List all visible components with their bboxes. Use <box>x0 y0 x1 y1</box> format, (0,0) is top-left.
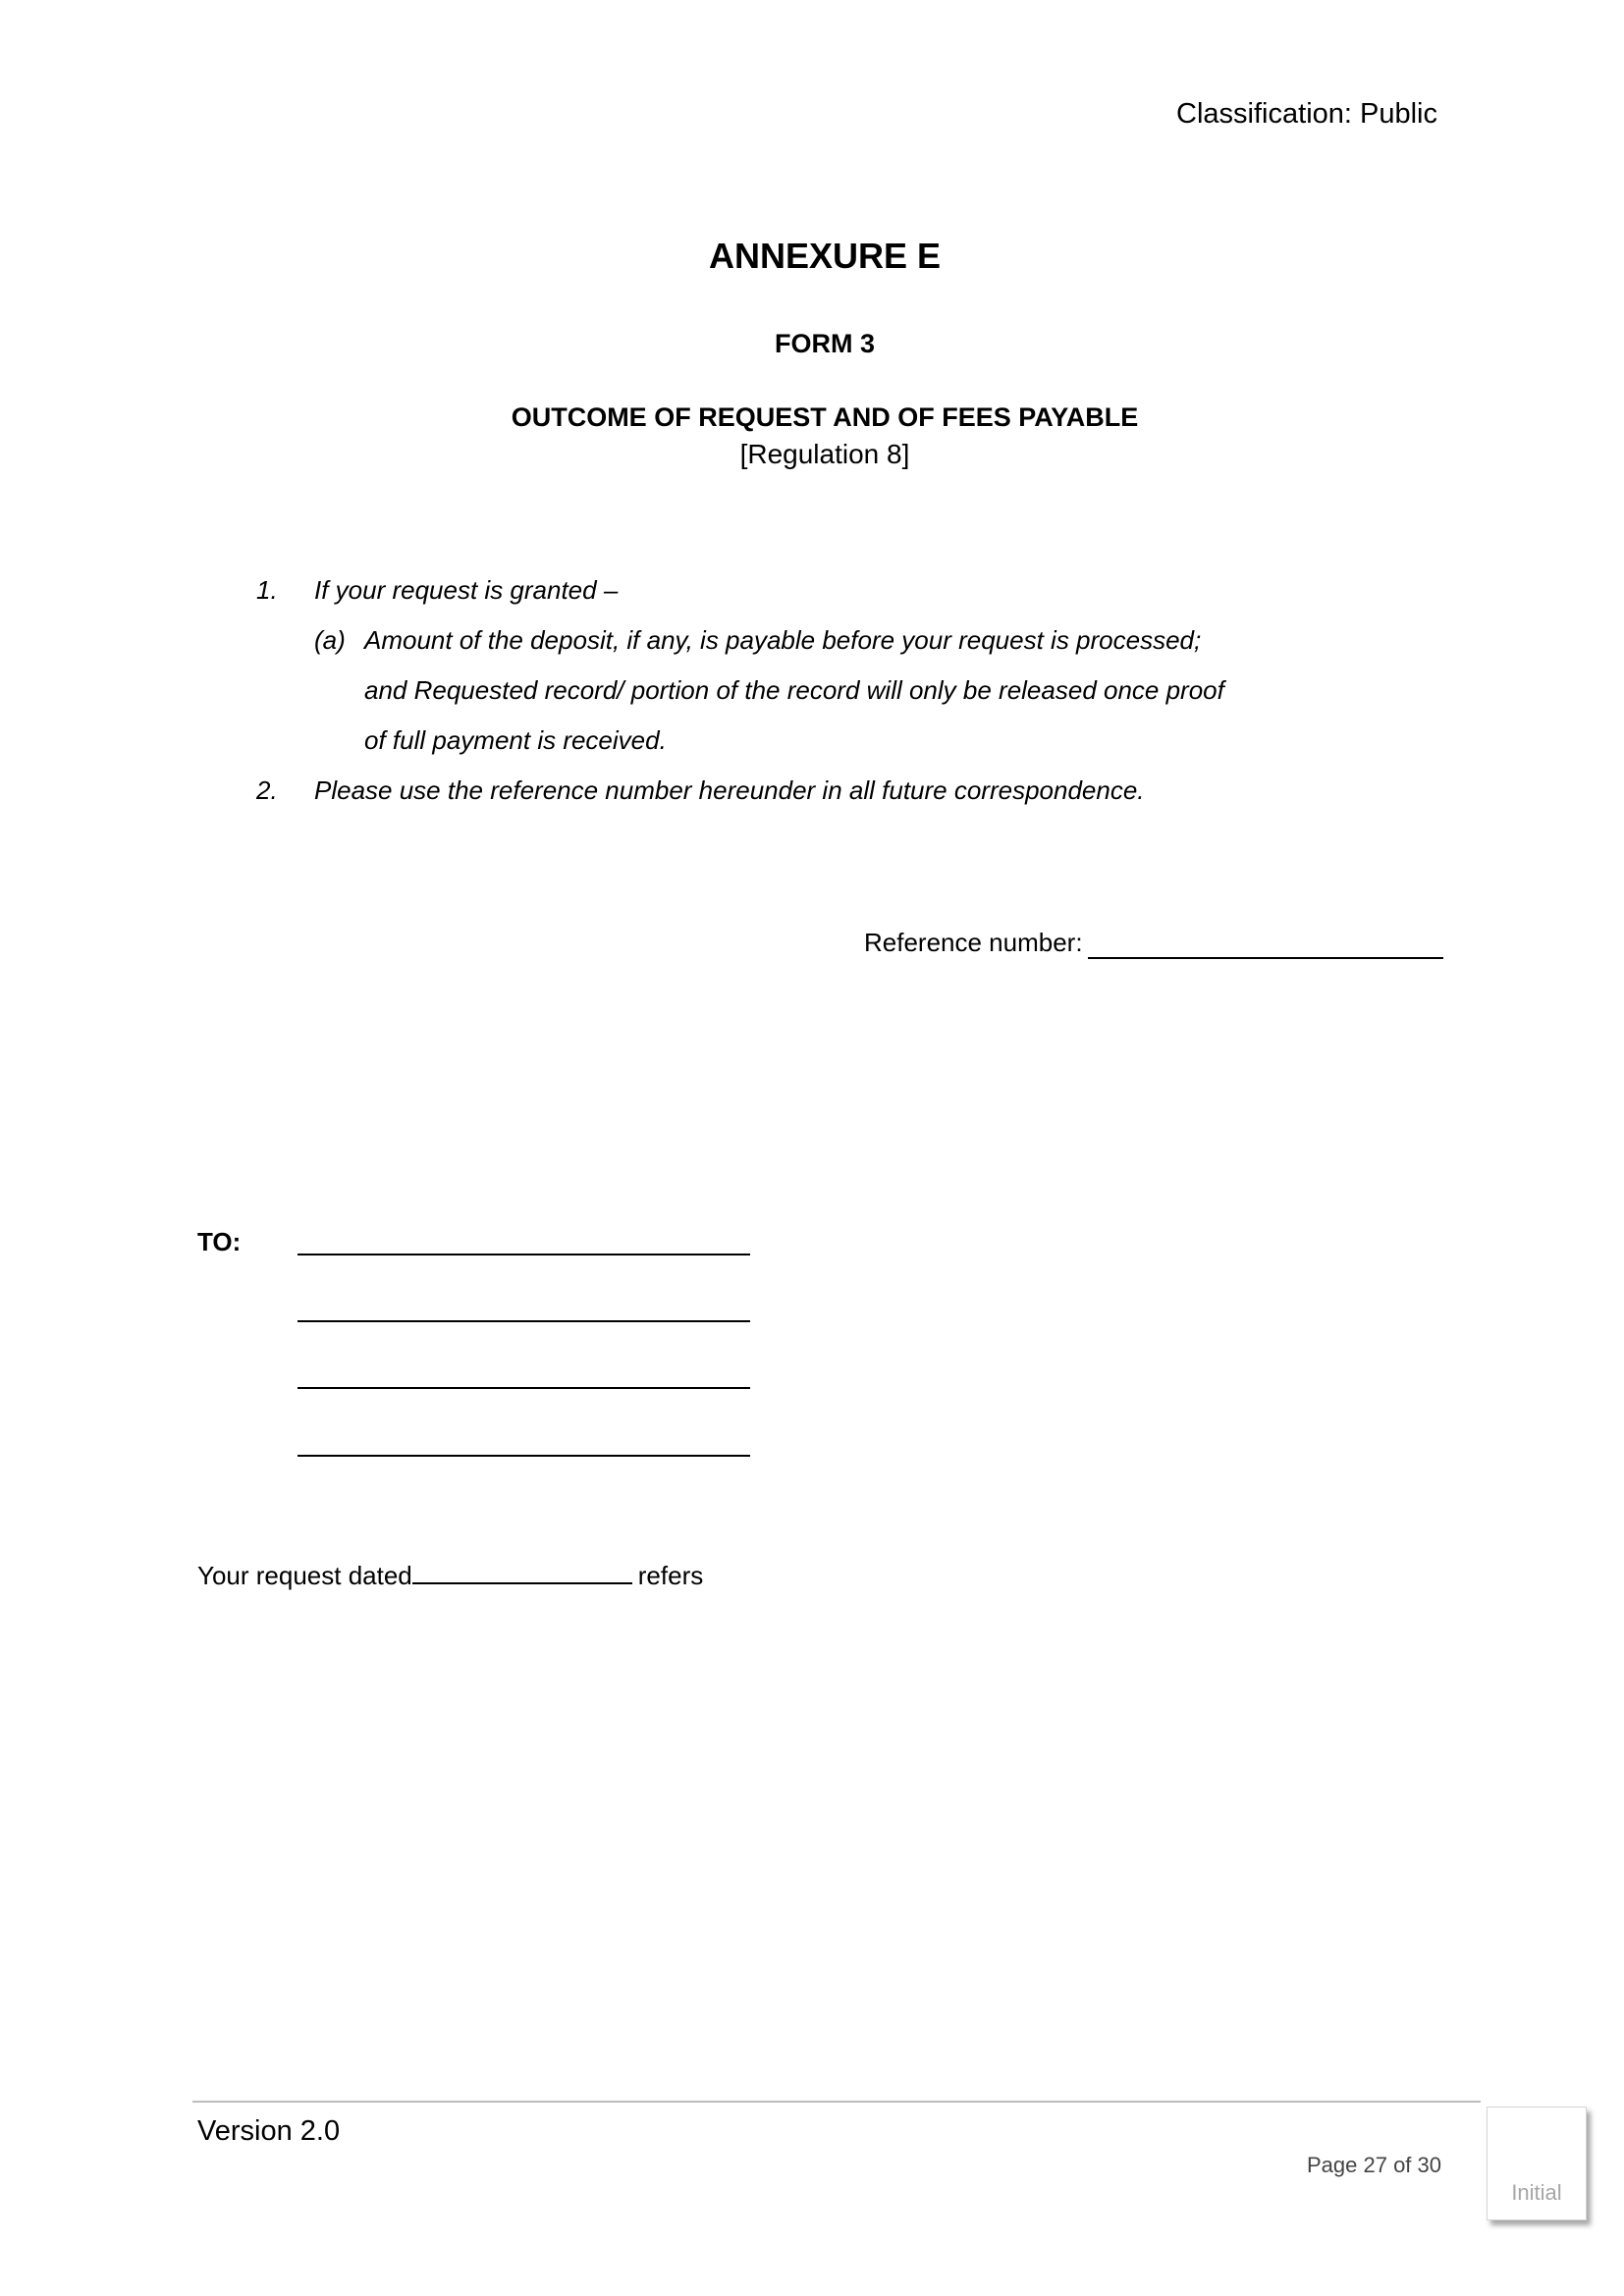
reference-number-field[interactable] <box>1088 957 1443 959</box>
item-a-line-3: of full payment is received. <box>364 725 667 755</box>
form-title: FORM 3 <box>774 329 875 358</box>
to-address-line-1[interactable] <box>298 1254 750 1255</box>
item-1-text: If your request is granted – <box>314 575 619 605</box>
item-2-number: 2. <box>256 775 278 805</box>
footer-divider <box>192 2101 1481 2103</box>
item-2-text: Please use the reference number hereunder in all future correspondence. <box>314 775 1145 805</box>
classification-label: Classification: Public <box>1176 98 1437 130</box>
request-dated-sentence <box>197 1561 703 1591</box>
item-a-label: (a) <box>314 625 346 655</box>
outcome-title: OUTCOME OF REQUEST AND OF FEES PAYABLE <box>511 402 1139 432</box>
version-label: Version 2.0 <box>197 2115 341 2147</box>
annexure-title: ANNEXURE E <box>708 236 942 276</box>
item-a-line-1: Amount of the deposit, if any, is payable before your request is processed; <box>364 625 1202 655</box>
initial-label: Initial <box>1511 2180 1562 2205</box>
to-address-line-4[interactable] <box>298 1455 750 1457</box>
item-1-number: 1. <box>256 575 278 605</box>
request-dated-prefix: Your request dated <box>197 1561 412 1590</box>
to-label: TO: <box>197 1227 242 1256</box>
to-address-line-3[interactable] <box>298 1387 750 1389</box>
regulation-reference: [Regulation 8] <box>739 439 910 469</box>
initial-box[interactable] <box>1487 2107 1587 2220</box>
to-address-line-2[interactable] <box>298 1320 750 1322</box>
request-dated-suffix: refers <box>637 1561 704 1590</box>
request-date-field[interactable] <box>412 1582 632 1584</box>
reference-number-label: Reference number: <box>864 928 1083 957</box>
page-number: Page 27 of 30 <box>1307 2153 1442 2177</box>
item-a-line-2: and Requested record/ portion of the record will only be released once proof <box>364 675 1224 705</box>
